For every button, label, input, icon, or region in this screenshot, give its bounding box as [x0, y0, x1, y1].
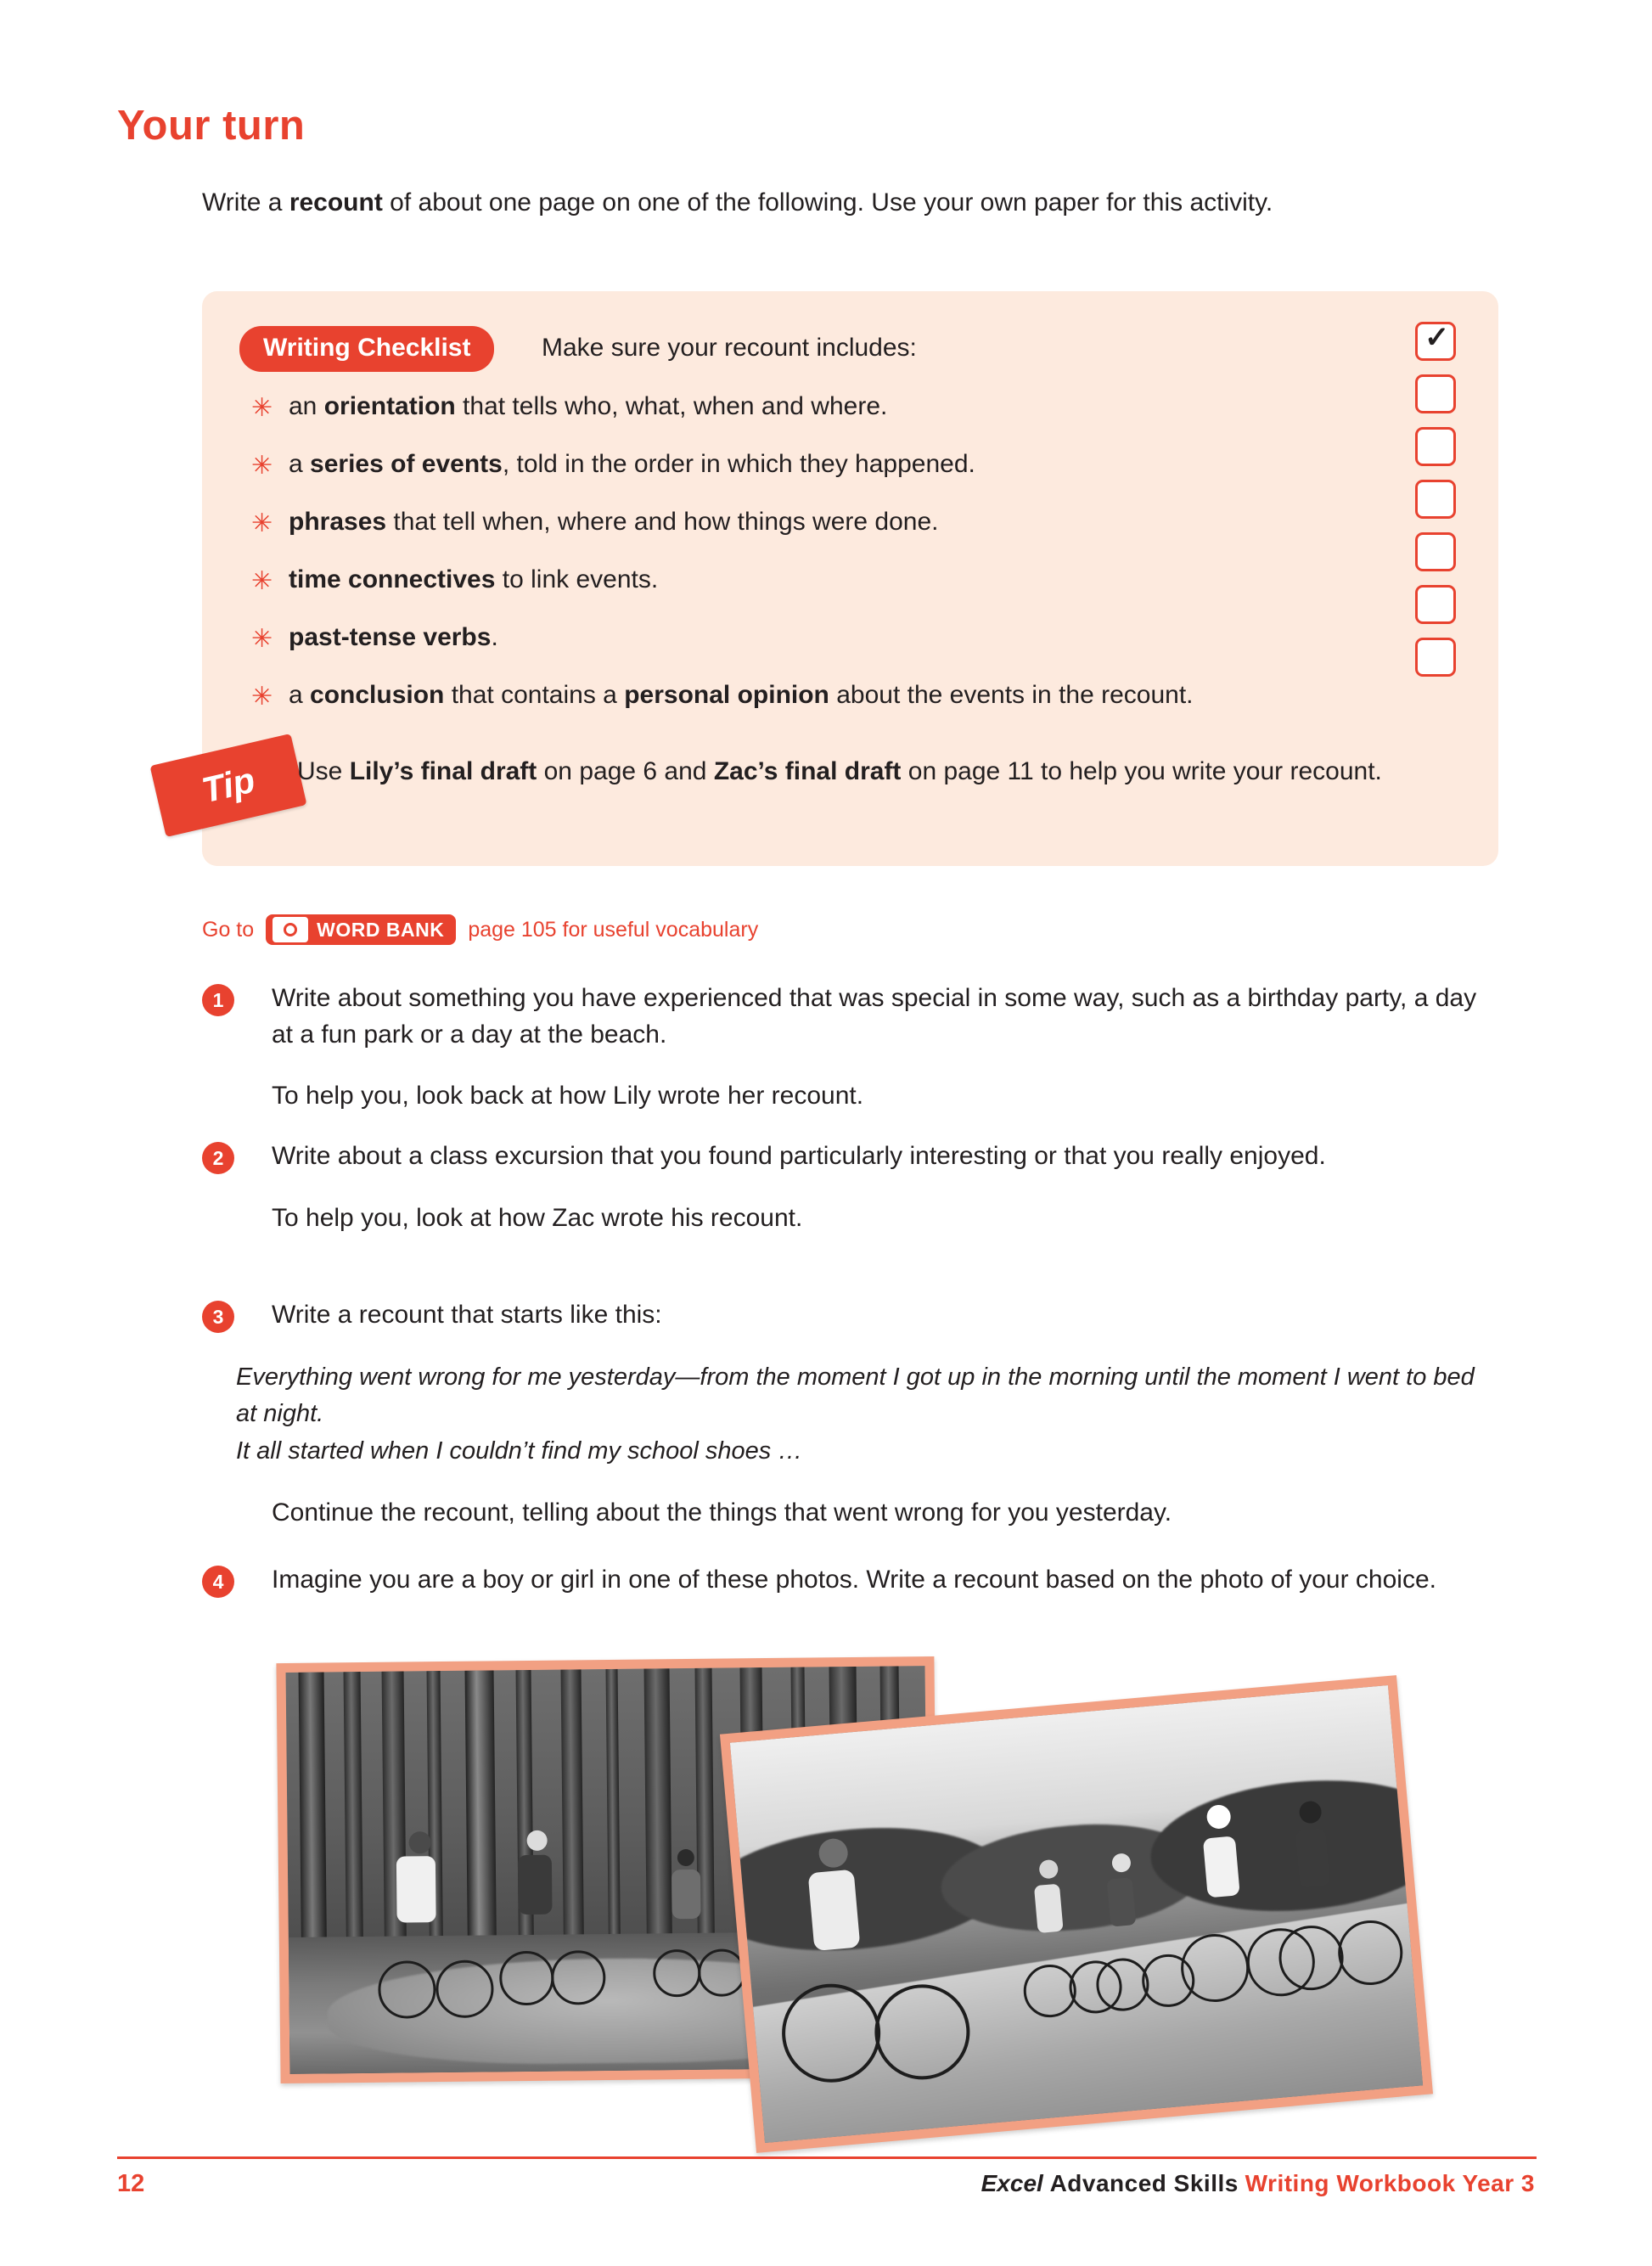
- checklist-lead-text: Make sure your recount includes:: [542, 334, 917, 362]
- checklist-items: [239, 389, 1326, 735]
- checklist-checkbox[interactable]: [1415, 427, 1456, 466]
- word-bank-goto-label: Go to: [202, 917, 255, 942]
- footer-book-title: Writing Workbook Year 3: [1245, 2170, 1535, 2196]
- page-title: Your turn: [117, 103, 306, 149]
- intro-bold: recount: [289, 188, 383, 216]
- checklist-checkbox[interactable]: [1415, 374, 1456, 413]
- checklist-item: [239, 620, 1326, 666]
- question-3: [202, 1297, 1492, 1532]
- tip-flag: Tip: [150, 734, 307, 837]
- question-2: [202, 1139, 1492, 1236]
- checklist-item: [239, 504, 1326, 550]
- question-4-number: 4: [202, 1566, 234, 1598]
- asterisk-icon: ✳: [251, 509, 273, 537]
- footer-title: [981, 2170, 1535, 2197]
- checklist-item-text: phrases that tell when, where and how things were done.: [289, 508, 939, 536]
- meadow-scene: [730, 1685, 1423, 2143]
- checklist-item: [239, 562, 1326, 608]
- checklist-item-text: time connectives to link events.: [289, 565, 659, 593]
- question-3-text: Write a recount that starts like this:: [272, 1301, 662, 1329]
- question-1-number: 1: [202, 984, 234, 1016]
- footer-series: Advanced Skills: [1049, 2170, 1239, 2196]
- checklist-item-text: a series of events, told in the order in which they happened.: [289, 450, 975, 478]
- checklist-item: [239, 678, 1326, 723]
- tip-text: Use Lily’s final draft on page 6 and Zac’s final draft on page 11 to help you write your recount.: [297, 757, 1382, 785]
- word-bank-label: WORD BANK: [317, 918, 445, 941]
- checklist-checkbox[interactable]: [1415, 480, 1456, 519]
- checklist-item-text: a conclusion that contains a personal opinion about the events in the recount.: [289, 681, 1194, 709]
- word-bank-reference[interactable]: [202, 911, 758, 948]
- asterisk-icon: ✳: [251, 625, 273, 653]
- asterisk-icon: ✳: [251, 567, 273, 595]
- question-2-text: Write about a class excursion that you found particularly interesting or that you really enjoyed.: [272, 1142, 1326, 1170]
- page-number: 12: [117, 2170, 145, 2197]
- checklist-checkbox[interactable]: [1415, 638, 1456, 677]
- asterisk-icon: ✳: [251, 683, 273, 711]
- asterisk-icon: ✳: [251, 394, 273, 422]
- checklist-checkboxes: [1415, 322, 1461, 690]
- question-3-quote: Everything went wrong for me yesterday—from the moment I got up in the morning until the moment I went to bed at night. It all started when I couldn’t find my school shoes …: [236, 1363, 1475, 1465]
- question-3-number: 3: [202, 1301, 234, 1333]
- photo-family-cyclists: [720, 1675, 1433, 2153]
- footer-brand: Excel: [981, 2170, 1043, 2196]
- question-2-subtext: To help you, look at how Zac wrote his recount.: [272, 1203, 803, 1232]
- checklist-checkbox[interactable]: [1415, 532, 1456, 571]
- intro-paragraph: [202, 185, 1492, 222]
- photo-group: [202, 1660, 1492, 2123]
- checklist-item-text: past-tense verbs.: [289, 623, 498, 651]
- question-1-subtext: To help you, look back at how Lily wrote her recount.: [272, 1082, 864, 1111]
- footer-divider: [117, 2156, 1537, 2159]
- checklist-checkbox[interactable]: [1415, 322, 1456, 361]
- word-bank-icon: [273, 917, 308, 942]
- checklist-item-text: an orientation that tells who, what, when and where.: [289, 392, 888, 420]
- question-4-text: Imagine you are a boy or girl in one of these photos. Write a recount based on the photo of your choice.: [272, 1566, 1436, 1594]
- question-3-subtext: Continue the recount, telling about the things that went wrong for you yesterday.: [272, 1498, 1172, 1527]
- photo-family-cyclists-image: [730, 1685, 1423, 2143]
- question-1-text: Write about something you have experienced that was special in some way, such as a birthday party, a day at a fun park or a day at the beach.: [272, 984, 1477, 1049]
- checklist-item: [239, 389, 1326, 435]
- question-4: [202, 1562, 1492, 1599]
- word-bank-page-note: page 105 for useful vocabulary: [468, 917, 759, 942]
- checklist-badge: Writing Checklist: [239, 326, 494, 372]
- intro-post: of about one page on one of the following. Use your own paper for this activity.: [382, 188, 1273, 216]
- intro-pre: Write a: [202, 188, 289, 216]
- checklist-checkbox[interactable]: [1415, 585, 1456, 624]
- question-2-number: 2: [202, 1142, 234, 1174]
- question-1: [202, 981, 1492, 1115]
- asterisk-icon: ✳: [251, 452, 273, 480]
- word-bank-pill[interactable]: [266, 914, 456, 945]
- checklist-item: [239, 447, 1326, 492]
